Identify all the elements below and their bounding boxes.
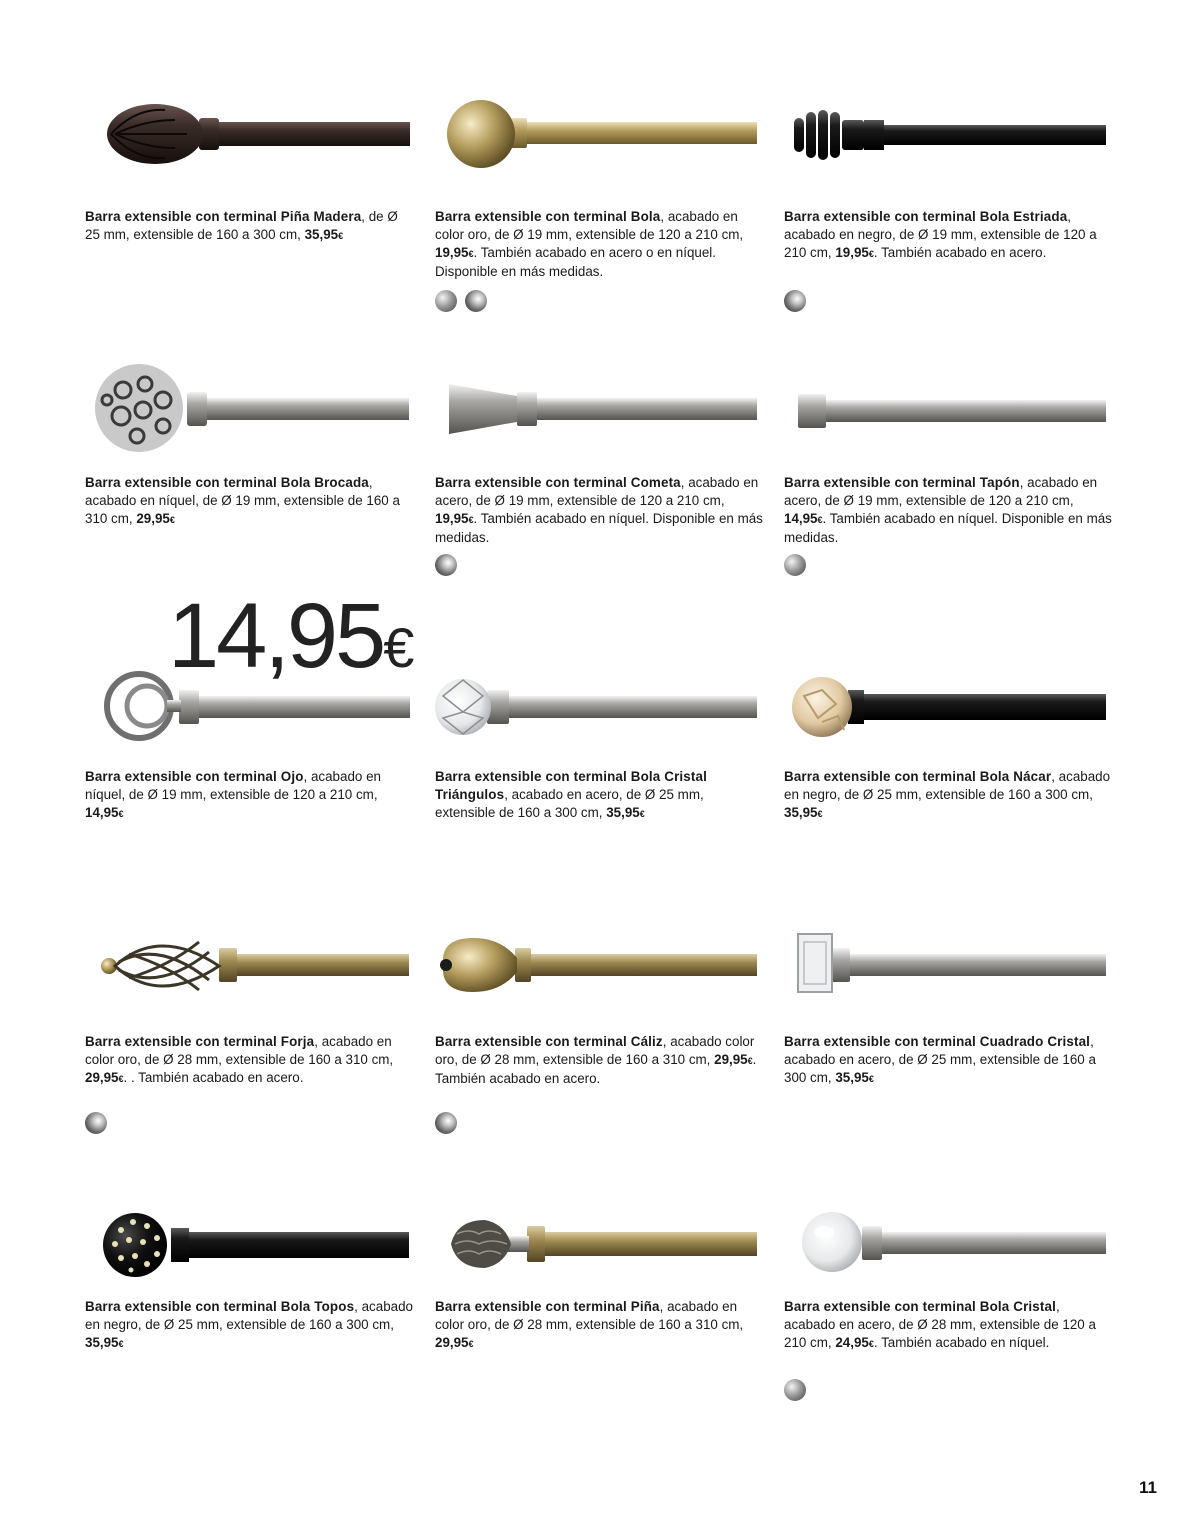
finish-swatch-steel	[435, 554, 457, 576]
curtain-rod-ojo-image	[105, 660, 410, 750]
product-description: Barra extensible con terminal Cáliz, acabado color oro, de Ø 28 mm, extensible de 160 a 310 cm, 29,95€. También acabado en acero.	[435, 1034, 757, 1086]
curtain-rod-cometa-image	[445, 360, 757, 452]
product-name: Barra extensible con terminal Bola Cristal Triángulos	[435, 769, 707, 802]
product-description: Barra extensible con terminal Bola Nácar, acabado en negro, de Ø 25 mm, extensible de 160 a 300 cm, 35,95€	[784, 769, 1111, 820]
product-name: Barra extensible con terminal Bola Nácar	[784, 769, 1052, 784]
product-price: 29,95€	[136, 511, 175, 526]
curtain-rod-bola-nacar-image	[792, 660, 1106, 750]
product-price: 24,95€	[835, 1335, 874, 1350]
product-price: 35,95€	[784, 805, 823, 820]
curtain-rod-bola-brocada-image	[93, 360, 409, 452]
product-description: Barra extensible con terminal Bola Brocada, acabado en níquel, de Ø 19 mm, extensible de 160 a 310 cm, 29,95€	[85, 475, 400, 526]
product-description: Barra extensible con terminal Piña, acabado en color oro, de Ø 28 mm, extensible de 160 a 310 cm, 29,95€	[435, 1299, 744, 1350]
finish-swatch-nickel	[784, 1379, 806, 1401]
curtain-rod-cuadrado-cristal-image	[796, 920, 1106, 1012]
finish-swatches	[784, 554, 806, 576]
product-description: Barra extensible con terminal Cometa, acabado en acero, de Ø 19 mm, extensible de 120 a 210 cm, 19,95€. También acabado en níquel. Disponible en más medidas.	[435, 475, 763, 545]
product-name: Barra extensible con terminal Forja	[85, 1034, 315, 1049]
finish-swatch-nickel	[435, 290, 457, 312]
finish-swatches	[784, 290, 806, 312]
product-price: 19,95€	[435, 245, 474, 260]
product-price: 19,95€	[435, 511, 474, 526]
finish-swatch-steel	[85, 1112, 107, 1134]
curtain-rod-bola-cristal-image	[802, 1200, 1106, 1290]
curtain-rod-forja-image	[99, 920, 409, 1012]
product-name: Barra extensible con terminal Piña	[435, 1299, 660, 1314]
product-description: Barra extensible con terminal Piña Madera, de Ø 25 mm, extensible de 160 a 300 cm, 35,95€	[85, 209, 398, 242]
curtain-rod-bola-image	[445, 90, 757, 180]
product-name: Barra extensible con terminal Bola	[435, 209, 661, 224]
curtain-rod-pina-image	[449, 1200, 757, 1290]
product-name: Barra extensible con terminal Cuadrado Cristal	[784, 1034, 1091, 1049]
product-price: 19,95€	[835, 245, 874, 260]
curtain-rod-bola-estriada-image	[794, 90, 1106, 180]
product-name: Barra extensible con terminal Bola Estriada	[784, 209, 1068, 224]
product-description: Barra extensible con terminal Cuadrado Cristal, acabado en acero, de Ø 25 mm, extensible de 160 a 300 cm, 35,95€	[784, 1034, 1096, 1085]
featured-price: 14,95€	[168, 585, 415, 687]
product-price: 29,95€	[435, 1335, 474, 1350]
product-price: 29,95€	[714, 1052, 753, 1067]
product-description: Barra extensible con terminal Bola Cristal, acabado en acero, de Ø 28 mm, extensible de 120 a 210 cm, 24,95€. También acabado en níquel.	[784, 1299, 1096, 1350]
product-price: 14,95€	[85, 805, 124, 820]
product-price: 14,95€	[784, 511, 823, 526]
finish-swatches	[435, 554, 457, 576]
product-name: Barra extensible con terminal Cometa	[435, 475, 681, 490]
product-price: 35,95€	[835, 1070, 874, 1085]
product-description: Barra extensible con terminal Tapón, acabado en acero, de Ø 19 mm, extensible de 120 a 210 cm, 14,95€. También acabado en níquel. Disponible en más medidas.	[784, 475, 1112, 545]
product-name: Barra extensible con terminal Bola Brocada	[85, 475, 369, 490]
product-description: Barra extensible con terminal Ojo, acabado en níquel, de Ø 19 mm, extensible de 120 a 210 cm, 14,95€	[85, 769, 381, 820]
finish-swatch-steel	[465, 290, 487, 312]
product-name: Barra extensible con terminal Ojo	[85, 769, 304, 784]
finish-swatches	[435, 1112, 457, 1134]
product-description: Barra extensible con terminal Bola Estriada, acabado en negro, de Ø 19 mm, extensible de 120 a 210 cm, 19,95€. También acabado en acero.	[784, 209, 1097, 260]
product-price: 35,95€	[85, 1335, 124, 1350]
product-description: Barra extensible con terminal Bola Cristal Triángulos, acabado en acero, de Ø 25 mm, extensible de 160 a 300 cm, 35,95€	[435, 769, 707, 820]
finish-swatches	[85, 1112, 107, 1134]
product-description: Barra extensible con terminal Forja, acabado en color oro, de Ø 28 mm, extensible de 160 a 310 cm, 29,95€. . También acabado en acero.	[85, 1034, 394, 1085]
finish-swatch-steel	[784, 290, 806, 312]
product-price: 35,95€	[304, 227, 344, 242]
product-description: Barra extensible con terminal Bola Topos, acabado en negro, de Ø 25 mm, extensible de 160 a 300 cm, 35,95€	[85, 1299, 413, 1350]
product-description: Barra extensible con terminal Bola, acabado en color oro, de Ø 19 mm, extensible de 120 a 210 cm, 19,95€. También acabado en acero o en níquel. Disponible en más medidas.	[435, 209, 744, 279]
finish-swatches	[435, 290, 487, 312]
product-name: Barra extensible con terminal Cáliz	[435, 1034, 663, 1049]
curtain-rod-pina-madera-image	[105, 90, 410, 180]
curtain-rod-bola-cristal-triangulos-image	[435, 660, 757, 750]
page-number: 11	[1139, 1478, 1157, 1497]
product-name: Barra extensible con terminal Bola Topos	[85, 1299, 355, 1314]
product-price: 35,95€	[606, 805, 645, 820]
finish-swatches	[784, 1379, 806, 1401]
finish-swatch-nickel	[784, 554, 806, 576]
curtain-rod-caliz-image	[441, 920, 757, 1012]
product-name: Barra extensible con terminal Piña Madera	[85, 209, 362, 224]
product-price: 29,95€	[85, 1070, 124, 1085]
curtain-rod-bola-topos-image	[103, 1200, 409, 1290]
finish-swatch-steel	[435, 1112, 457, 1134]
product-name: Barra extensible con terminal Bola Cristal	[784, 1299, 1056, 1314]
product-name: Barra extensible con terminal Tapón	[784, 475, 1020, 490]
curtain-rod-tapon-image	[796, 360, 1106, 452]
